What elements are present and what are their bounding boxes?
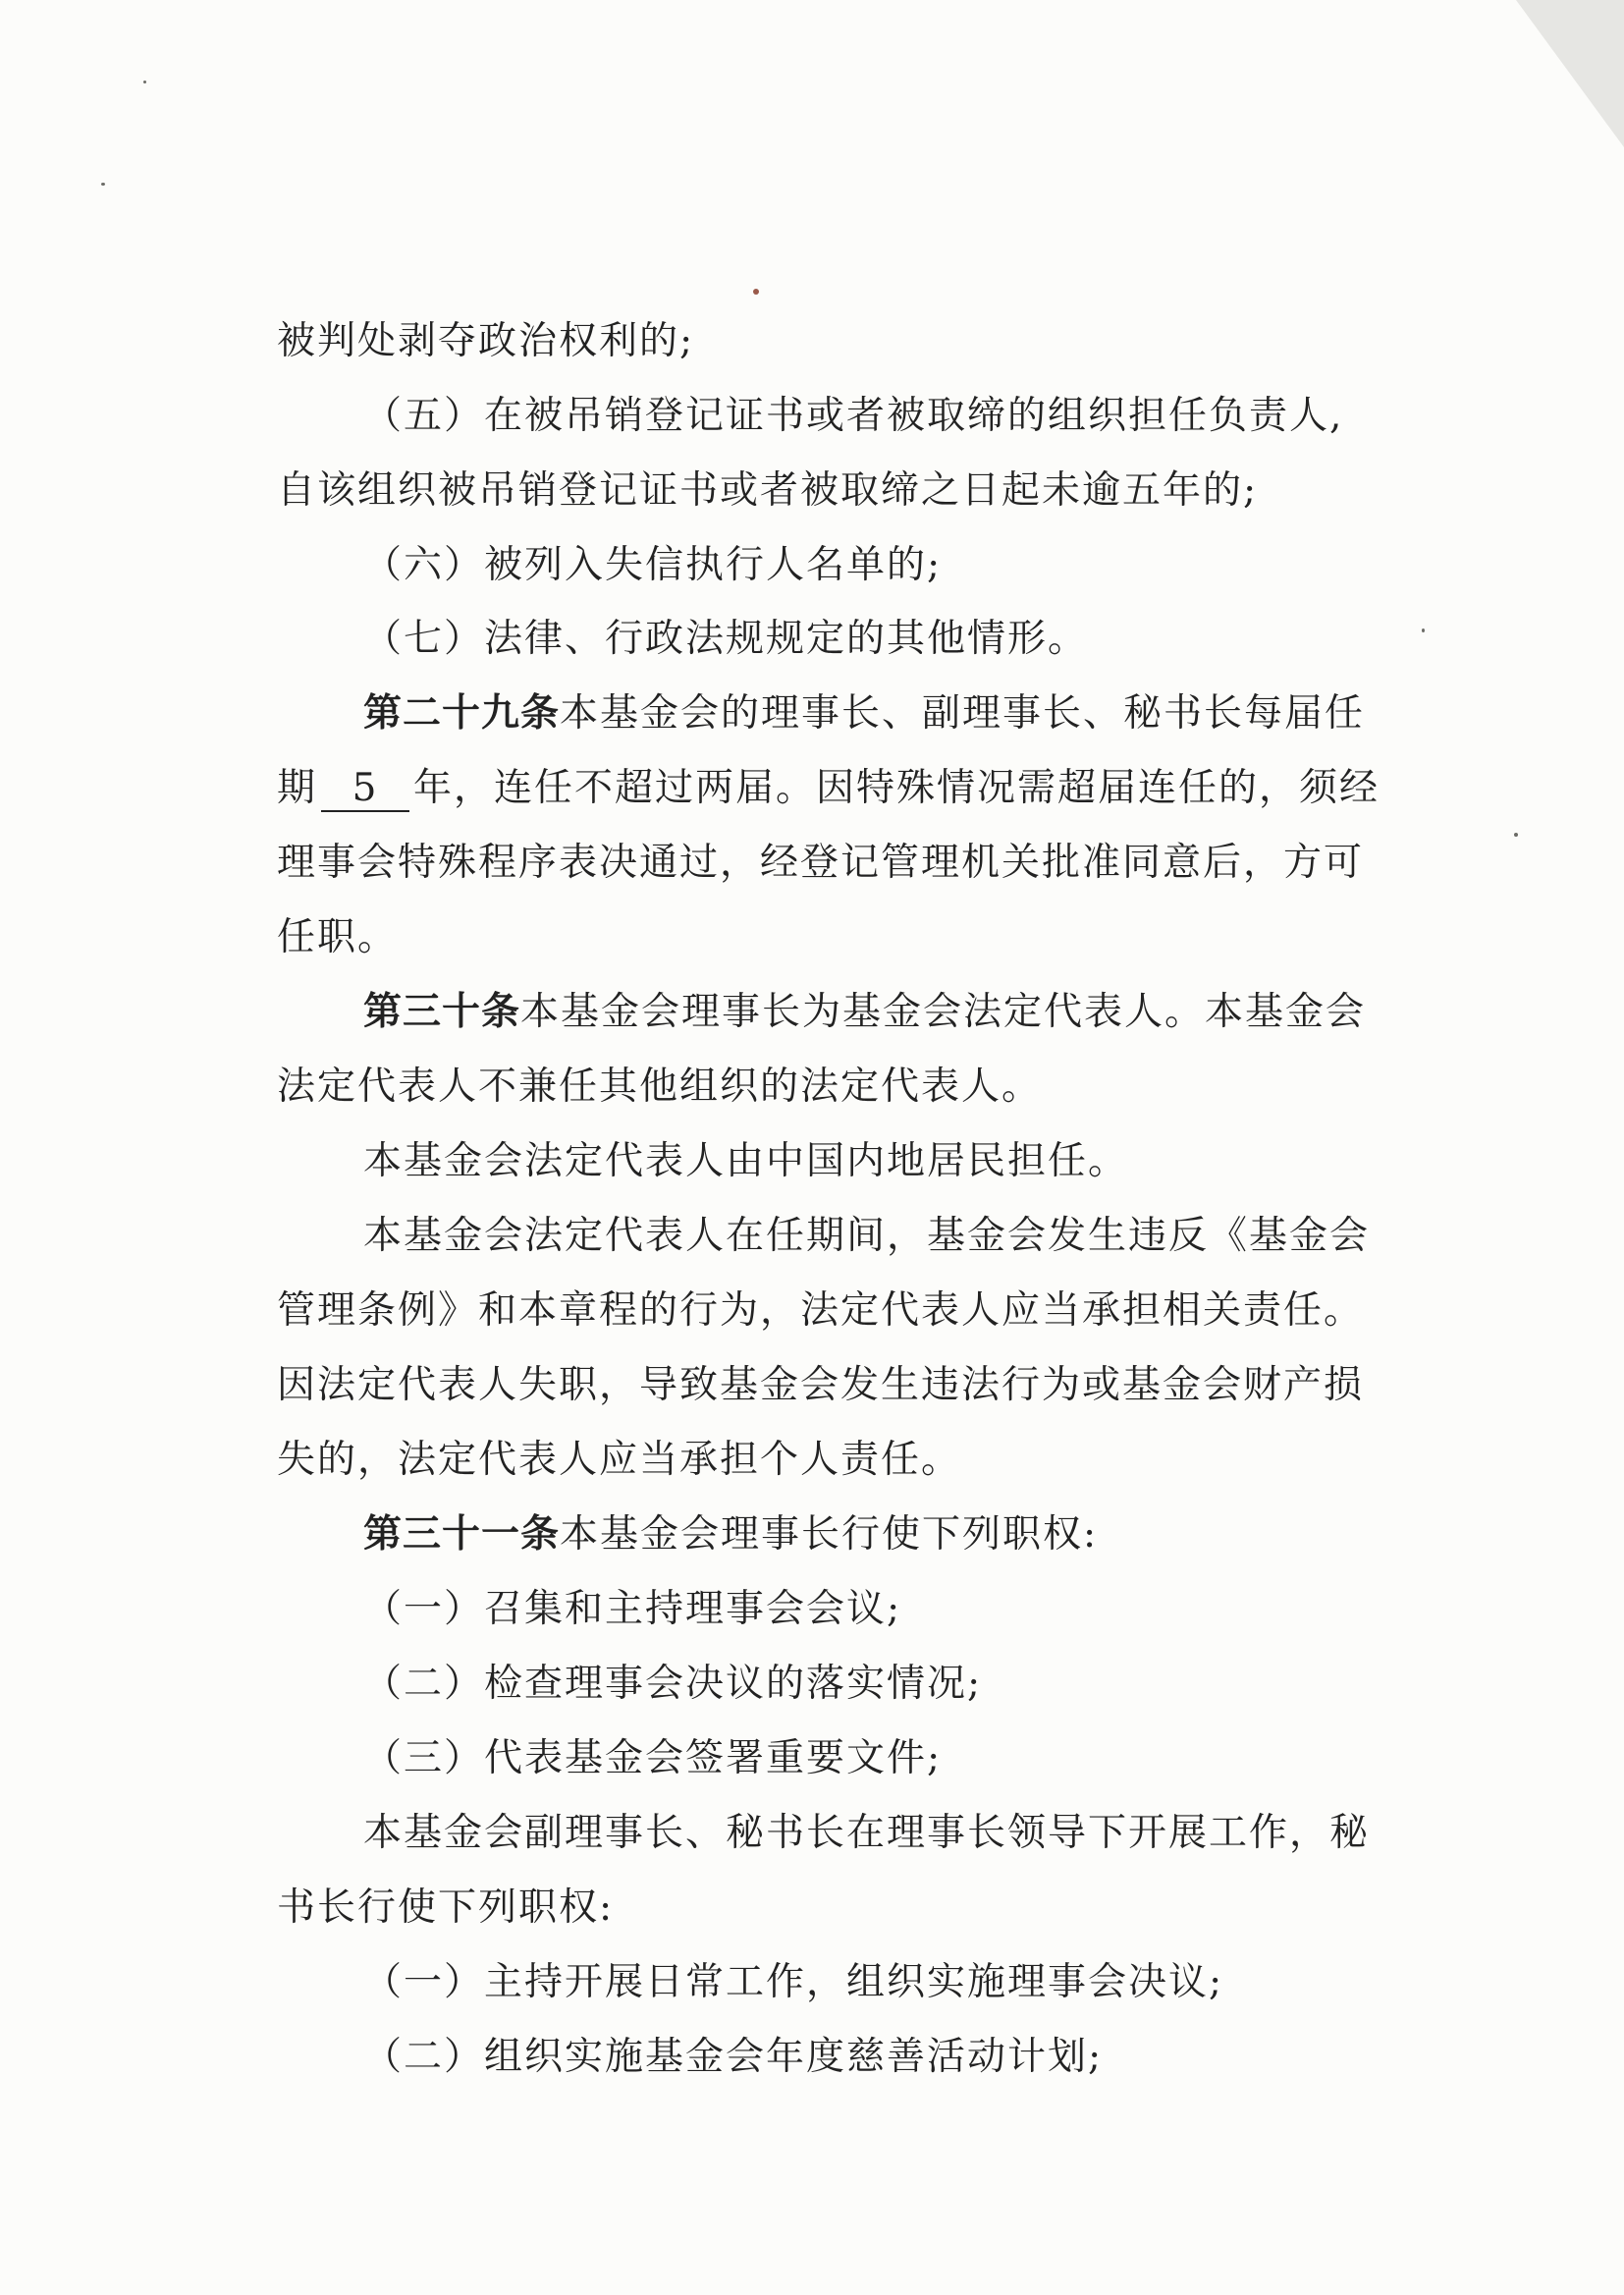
line-text: 本基金会法定代表人由中国内地居民担任。 [363,1139,1129,1183]
line-text: 本基金会理事长行使下列职权: [560,1512,1099,1557]
text-line [363,1804,1370,1863]
term-years-blank: 5 [321,767,409,812]
text-line [277,312,694,371]
text-line [363,983,1366,1042]
text-line [363,387,1343,446]
scan-speck [753,289,759,295]
text-line [363,1729,942,1788]
line-text: （五）在被吊销登记证书或者被取缔的组织担任负责人, [363,394,1344,438]
text-line [277,1058,1042,1117]
scan-speck [143,81,146,83]
text-line [363,1953,1223,2012]
text-line [363,2028,1103,2087]
text-line [363,684,1365,743]
line-text: （一）主持开展日常工作，组织实施理事会决议; [363,1960,1224,2004]
scan-speck [101,183,105,186]
line-text: （六）被列入失信执行人名单的; [363,543,943,587]
text-line [363,1580,901,1639]
page-corner-shadow [1516,0,1624,147]
text-line [363,1207,1370,1266]
line-text: （二）检查理事会决议的落实情况; [363,1662,983,1706]
line-text: 理事会特殊程序表决通过，经登记管理机关批准同意后，方可 [277,841,1365,885]
text-line [363,1505,1098,1564]
line-text: 本基金会副理事长、秘书长在理事长领导下开展工作，秘 [363,1811,1371,1855]
line-text: 失的，法定代表人应当承担个人责任。 [277,1438,962,1482]
text-line [363,610,1088,669]
text-line [277,1356,1364,1415]
text-line [277,834,1364,893]
line-text: （七）法律、行政法规规定的其他情形。 [363,617,1089,661]
line-text: 自该组织被吊销登记证书或者被取缔之日起未逾五年的; [277,468,1259,513]
line-text: （一）召集和主持理事会会议; [363,1587,902,1631]
article-number: 第三十一条 [363,1512,561,1557]
text-line [363,1132,1128,1191]
line-text: 因法定代表人失职，导致基金会发生违法行为或基金会财产损 [277,1363,1365,1407]
line-text: 书长行使下列职权: [277,1885,615,1930]
text-line [277,462,1258,520]
text-line [277,1879,614,1938]
text-line [277,1431,961,1490]
line-text: 年，连任不超过两届。因特殊情况需超届连任的，须经 [413,766,1380,810]
article-number: 第三十条 [363,990,521,1034]
line-prefix: 期 [277,766,318,810]
line-text: （二）组织实施基金会年度慈善活动计划; [363,2035,1104,2079]
text-line [363,536,942,595]
text-line [277,759,1380,818]
line-text: 被判处剥夺政治权利的; [277,319,695,363]
line-text: （三）代表基金会签署重要文件; [363,1736,943,1780]
scan-speck [1422,628,1425,632]
line-text: 法定代表人不兼任其他组织的法定代表人。 [277,1065,1043,1109]
article-number: 第二十九条 [363,691,561,736]
line-text: 本基金会法定代表人在任期间，基金会发生违反《基金会 [363,1214,1371,1258]
line-text: 任职。 [277,915,399,959]
line-text: 本基金会的理事长、副理事长、秘书长每届任 [560,691,1366,736]
scan-speck [1514,833,1518,837]
line-text: 管理条例》和本章程的行为，法定代表人应当承担相关责任。 [277,1288,1365,1333]
text-line [363,1655,982,1714]
line-text: 本基金会理事长为基金会法定代表人。本基金会 [520,990,1367,1034]
text-line [277,1282,1364,1340]
text-line [277,908,398,967]
